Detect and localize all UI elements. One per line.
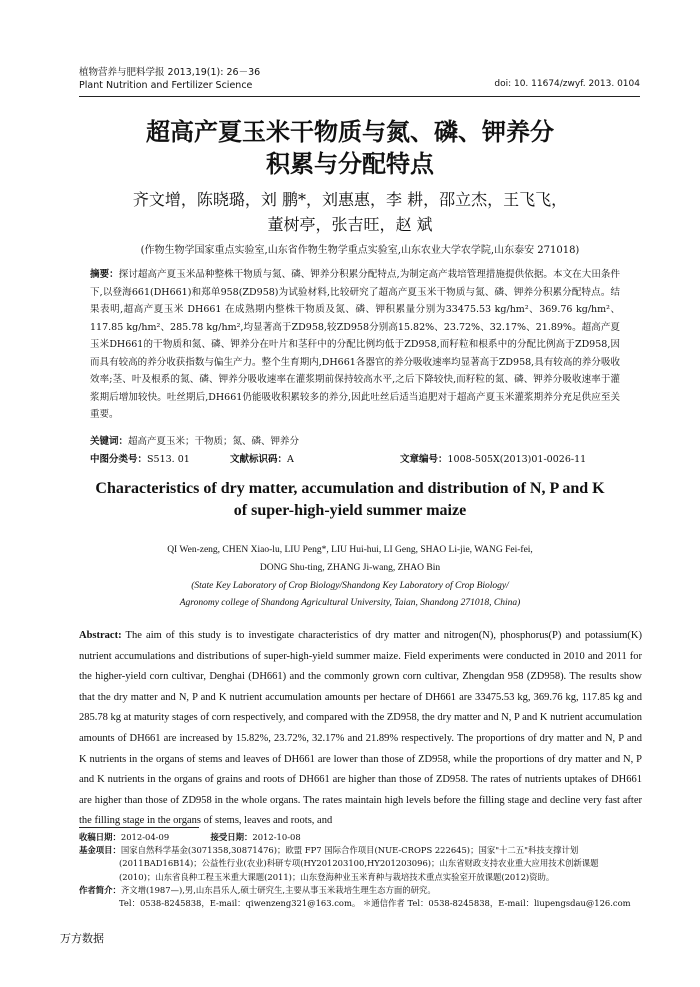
affiliation-en-line1: (State Key Laboratory of Crop Biology/Shandong Key Laboratory of Crop Biology/ <box>191 581 509 591</box>
title-en-line2: of super-high-yield summer maize <box>233 502 467 519</box>
keywords-cn-label: 关键词： <box>90 436 129 447</box>
article-no-value: 1008-505X(2013)01-0026-11 <box>447 454 587 465</box>
keywords-cn-text: 超高产夏玉米；干物质；氮、磷、钾养分 <box>128 436 300 447</box>
affiliation-cn: (作物生物学国家重点实验室,山东省作物生物学重点实验室,山东农业大学农学院,山东泰安 271018) <box>140 245 580 256</box>
doc-code-label: 文献标识码： <box>230 454 288 465</box>
header-rule <box>79 96 640 97</box>
keywords-cn <box>90 433 620 451</box>
journal-header-en: Plant Nutrition and Fertilizer Science <box>79 80 253 91</box>
clc-value: S513. 01 <box>147 454 190 465</box>
author-line2[interactable]: Tel：0538-8245838，E-mail：qiwenzeng321@163.com。 ＊通信作者 Tel：0538-8245838，E-mail：liupengsdau@126.com <box>119 898 631 909</box>
abstract-en-text: The aim of this study is to investigate characteristics of dry matter and nitrogen(N), phosphorus(P) and potassium(K) nutrient accumulations and distributions of super-high-yield summer maize. Field experiments were conducted in 2010 and 2011 for the higher-yield corn cultivar, Denghai (DH661) and the commonly grown corn cultivar, Zhengdan 958 (ZD958). The results show that the dry matter and N, P and K nutrient accumulation amounts per hectare of DH661 are 33475.53 kg, 369.76 kg, 117.85 kg and 285.78 kg at maturity stages of corn respectively, and compared with the ZD958, the dry matter and N, P and K nutrient accumulation amounts of DH661 are increased by 15.82%, 23.72%, 32.17% and 21.89% respectively. The proportions of dry matter and N, P and K nutrients in the organs of stems and leaves of DH661 are lower than those of ZD958, while the proportions of dry matter and N, P and K nutrients in the organs of grains and roots of DH661 are higher than those of ZD958. The rates of nutrients uptakes of DH661 are higher than those of ZD958 in the whole organs. The rates maintain high levels before the filling stage and decline very fast after the filling stage in the organs of stems, leaves and roots, and <box>79 630 642 827</box>
title-cn-line2: 积累与分配特点 <box>266 149 434 178</box>
footnotes <box>79 831 642 910</box>
abstract-en <box>79 626 642 832</box>
authors-en-line2: DONG Shu-ting, ZHANG Ji-wang, ZHAO Bin <box>259 563 441 573</box>
abstract-en-label: Abstract: <box>79 630 122 641</box>
title-en-line1: Characteristics of dry matter, accumulation and distribution of N, P and K <box>95 480 605 497</box>
dates-row <box>79 831 642 844</box>
fund-line3: (2010)；山东省良种工程玉米重大课题(2011)；山东登海种业玉米育种与栽培技术重点实验室开放课题(2012)资助。 <box>119 871 555 882</box>
fund-row <box>79 844 642 857</box>
authors-cn-line1: 齐文增，陈晓璐，刘 鹏*，刘惠惠，李 耕，邵立杰，王飞飞， <box>132 190 568 209</box>
footnote-rule <box>79 827 199 828</box>
accepted-label: 接受日期： <box>210 832 253 842</box>
accepted-date: 2012-10-08 <box>252 832 301 842</box>
fund-line2: (2011BAD16B14)；公益性行业(农业)科研专项(HY201203100,HY201203096)；山东省财政支持农业重大应用技术创新课题 <box>119 858 599 869</box>
fund-label: 基金项目： <box>79 845 121 856</box>
classification-row <box>90 451 620 465</box>
abstract-cn-label: 摘要： <box>90 269 119 280</box>
author-label: 作者简介： <box>79 884 121 895</box>
abstract-cn-text: 探讨超高产夏玉米品种整株干物质与氮、磷、钾养分积累分配特点,为制定高产栽培管理措施提供依据。本文在大田条件下,以登海661(DH661)和郑单958(ZD958)为试验材料,比较研究了超高产夏玉米干物质与氮、磷、钾养分积累分配特点。结果表明,超高产夏玉米 DH661 在成熟期内整株干物质及氮、磷、钾积累量分别为33475.53 kg/hm²、369.76 kg/hm²、117.85 kg/hm²、285.78 kg/hm²,均显著高于ZD958,较ZD958分别高15.82%、23.72%、32.17%、21.89%。超高产夏玉米DH661的干物质和氮、磷、钾养分在叶片和茎秆中的分配比例均低于ZD958,而籽粒和根系中的分配比例高于ZD958,因而具有较高的养分收获指数与偏生产力。整个生育期内,DH661各器官的养分吸收速率均显著高于ZD958,具有较高的养分吸收效率;茎、叶及根系的氮、磷、钾养分吸收速率在灌浆期前保持较高水平,之后下降较快,而籽粒的氮、磷、钾养分吸收速率于灌浆期后增加较快。吐丝期后,DH661仍能吸收积累较多的养分,因此吐丝后适当追肥对于超高产夏玉米灌浆期养分充足供应至关重要。 <box>90 269 620 420</box>
authors-en-line1: QI Wen-zeng, CHEN Xiao-lu, LIU Peng*, LIU Hui-hui, LI Geng, SHAO Li-jie, WANG Fei-fei, <box>167 545 533 555</box>
abstract-cn <box>90 266 620 424</box>
author-line1: 齐文增(1987—),男,山东昌乐人,硕士研究生,主要从事玉米栽培生理生态方面的研究。 <box>120 884 436 895</box>
authors-cn-line2: 董树亭，张吉旺，赵 斌 <box>267 215 433 234</box>
wanfang-watermark: 万方数据 <box>60 932 104 945</box>
doc-code-value: A <box>287 454 294 465</box>
fund-line1: 国家自然科学基金(3071358,30871476)；欧盟 FP7 国际合作项目(NUE-CROPS 222645)；国家"十二五"科技支撑计划 <box>120 845 579 856</box>
affiliation-en-line2: Agronomy college of Shandong Agricultural University, Taian, Shandong 271018, China) <box>179 598 521 608</box>
doi[interactable]: doi: 10. 11674/zwyf. 2013. 0104 <box>494 79 640 89</box>
received-label: 收稿日期： <box>79 832 121 842</box>
journal-header-cn: 植物营养与肥料学报 2013,19(1): 26－36 <box>79 67 261 78</box>
article-no-label: 文章编号： <box>400 454 448 465</box>
received-date: 2012-04-09 <box>120 832 170 842</box>
author-row <box>79 884 642 897</box>
title-cn-line1: 超高产夏玉米干物质与氮、磷、钾养分 <box>146 117 554 146</box>
clc-label: 中图分类号： <box>90 454 148 465</box>
